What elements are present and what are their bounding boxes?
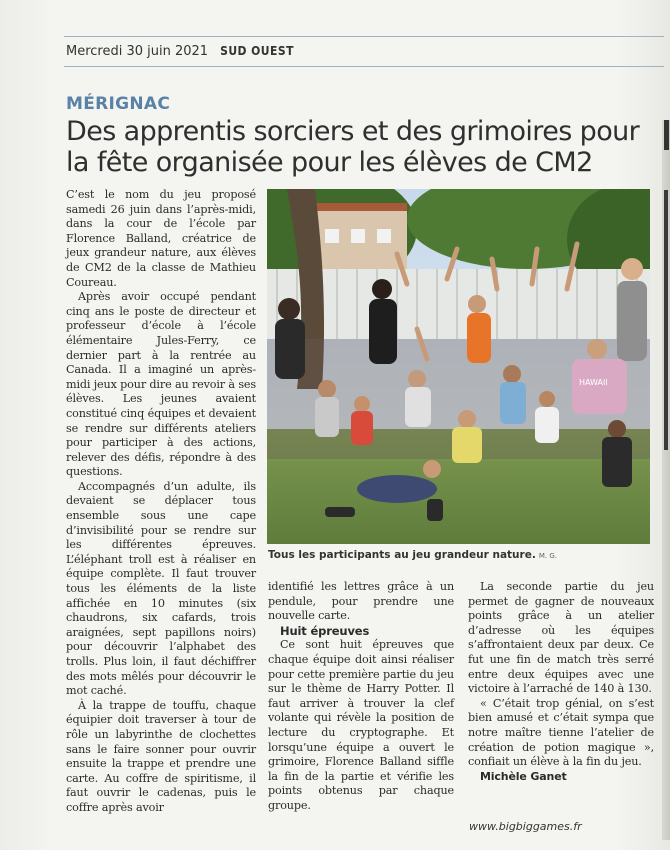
paragraph: identifié les lettres grâce à un pendule, pour prendre une nouvelle carte. — [268, 580, 454, 623]
header-rule — [64, 66, 664, 67]
article-column-1 — [66, 188, 256, 816]
photo-illustration — [267, 189, 650, 544]
article-column-2 — [268, 580, 454, 814]
caption-text: Tous les participants au jeu grandeur nature. — [268, 549, 536, 561]
dateline — [66, 44, 298, 59]
paragraph: Accompagnés d’un adulte, ils devaient se déplacer tous ensemble sous une cape d’invisibilité pour se rendre sur les différentes épreuves. L’éléphant troll est à réaliser en équipe complète. Il faut trouver tous les éléments de la liste affichée en 10 minutes (six chaudrons, six cafards, trois araignées, sept papillons noirs) pour découvrir l’alphabet des trolls. Plus loin, il faut déchiffrer des mots mêlés pour découvrir le mot caché. — [66, 479, 256, 698]
article-byline: Michèle Ganet — [480, 769, 567, 783]
paragraph: Ce sont huit épreuves que chaque équipe doit ainsi réaliser pour cette première partie du jeu sur le thème de Harry Potter. Il faut arriver à trouver la clef volante qui révèle la position de lecture du cryptographe. Et lorsqu’une équipe a ouvert le grimoire, Florence Balland siffle la fin de la partie et vérifie les points obtenus par chaque groupe. — [268, 638, 454, 812]
section-subhead: Huit épreuves — [280, 623, 370, 638]
adjacent-headline-fragment — [664, 120, 669, 150]
article-kicker: MÉRIGNAC — [66, 94, 171, 114]
paragraph: À la trappe de touffu, chaque équipier doit traverser à tour de rôle un labyrinthe de clochettes sans le faire sonner pour ouvrir ensuite la trappe et prendre une carte. Au coffre de spiritisme, il faut ouvrir le cadenas, puis le coffre après avoir — [66, 698, 256, 814]
article-column-3 — [468, 580, 654, 784]
publication-date: Mercredi 30 juin 2021 — [66, 44, 209, 59]
top-rule — [64, 36, 664, 37]
quote-paragraph: « C’était trop génial, on s’est bien amusé et c’était sympa que notre maître tienne l’atelier de création de potion magique », confiait un élève à la fin du jeu. — [468, 696, 654, 769]
paragraph: Après avoir occupé pendant cinq ans le poste de directeur et professeur d’école à l’école élémentaire Jules-Ferry, ce dernier part à la rentrée au Canada. Il a imaginé un après-midi jeux pour dire au revoir à ses élèves. Les jeunes avaient constitué cinq équipes et devaient se rendre sur différents ateliers pour participer à des actions, relever des défis, répondre à des questions. — [66, 290, 256, 479]
shirt-print: HAWAII — [579, 378, 608, 387]
paragraph: La seconde partie du jeu permet de gagner de nouveaux points grâce à un atelier d’adresse où les équipes s’affrontaient deux par deux. Ce fut une fin de match très serré entre deux équipes avec une victoire à l’arraché de 140 à 130. — [468, 580, 654, 696]
paragraph: C’est le nom du jeu proposé samedi 26 juin dans l’après-midi, dans la cour de l’école par Florence Balland, créatrice de jeux grandeur nature, aux élèves de CM2 de la classe de Mathieu Coureau. — [66, 188, 256, 289]
photo-caption — [268, 549, 557, 561]
website-link[interactable]: www.bigbiggames.fr — [469, 820, 582, 833]
adjacent-photo-fragment — [664, 190, 668, 450]
photo-credit: M. G. — [538, 552, 557, 560]
newspaper-name: SUD OUEST — [220, 44, 295, 58]
group-photo — [267, 189, 650, 544]
article-headline: Des apprentis sorciers et des grimoires pour la fête organisée pour les élèves de CM2 — [66, 116, 640, 178]
